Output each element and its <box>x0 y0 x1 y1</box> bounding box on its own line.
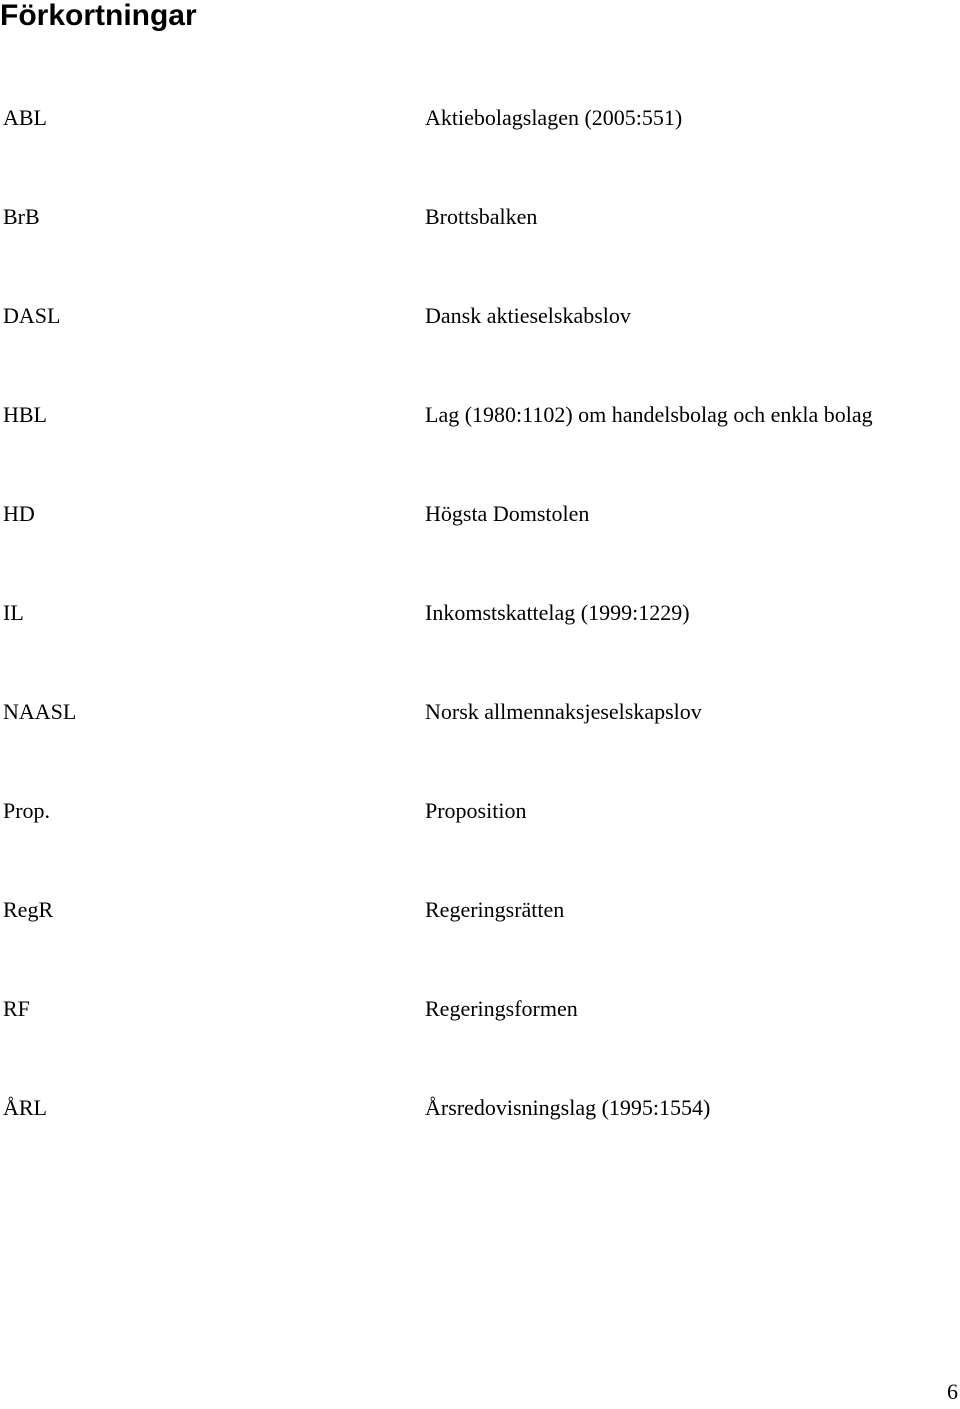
abbreviation-definition: Aktiebolagslagen (2005:551) <box>425 105 683 130</box>
abbreviation-definition: Brottsbalken <box>425 204 538 229</box>
abbreviation-row-brb <box>0 200 960 299</box>
abbreviation-row-il <box>0 596 960 695</box>
abbreviation-definition: Lag (1980:1102) om handelsbolag och enkla bolag <box>425 402 873 427</box>
abbreviation-definition: Dansk aktieselskabslov <box>425 303 631 328</box>
abbreviation-row-hd <box>0 497 960 596</box>
page-number: 6 <box>947 1379 958 1404</box>
abbreviation-row-arl <box>0 1091 960 1190</box>
page-title: Förkortningar <box>0 0 197 32</box>
abbreviation-definition: Regeringsformen <box>425 996 578 1021</box>
abbreviation-definition: Regeringsrätten <box>425 897 565 922</box>
abbreviation-definition: Norsk allmennaksjeselskapslov <box>425 699 702 724</box>
abbreviation-row-regr <box>0 893 960 992</box>
abbreviation-term: Prop. <box>3 798 51 823</box>
abbreviation-definition: Inkomstskattelag (1999:1229) <box>425 600 690 625</box>
abbreviation-row-rf <box>0 992 960 1091</box>
abbreviation-term: HBL <box>3 402 47 427</box>
abbreviation-term: RegR <box>3 897 54 922</box>
abbreviation-list <box>0 101 960 1190</box>
abbreviation-term: IL <box>3 600 24 625</box>
abbreviation-row-prop <box>0 794 960 893</box>
abbreviation-term: ÅRL <box>3 1095 47 1120</box>
abbreviation-definition: Proposition <box>425 798 527 823</box>
abbreviation-row-dasl <box>0 299 960 398</box>
abbreviation-definition: Högsta Domstolen <box>425 501 590 526</box>
abbreviation-term: BrB <box>3 204 40 229</box>
abbreviation-row-naasl <box>0 695 960 794</box>
abbreviation-term: ABL <box>3 105 47 130</box>
abbreviation-term: RF <box>3 996 30 1021</box>
abbreviation-term: HD <box>3 501 35 526</box>
abbreviation-term: DASL <box>3 303 61 328</box>
abbreviation-row-hbl <box>0 398 960 497</box>
abbreviation-term: NAASL <box>3 699 77 724</box>
abbreviation-definition: Årsredovisningslag (1995:1554) <box>425 1095 711 1120</box>
abbreviation-row-abl <box>0 101 960 200</box>
